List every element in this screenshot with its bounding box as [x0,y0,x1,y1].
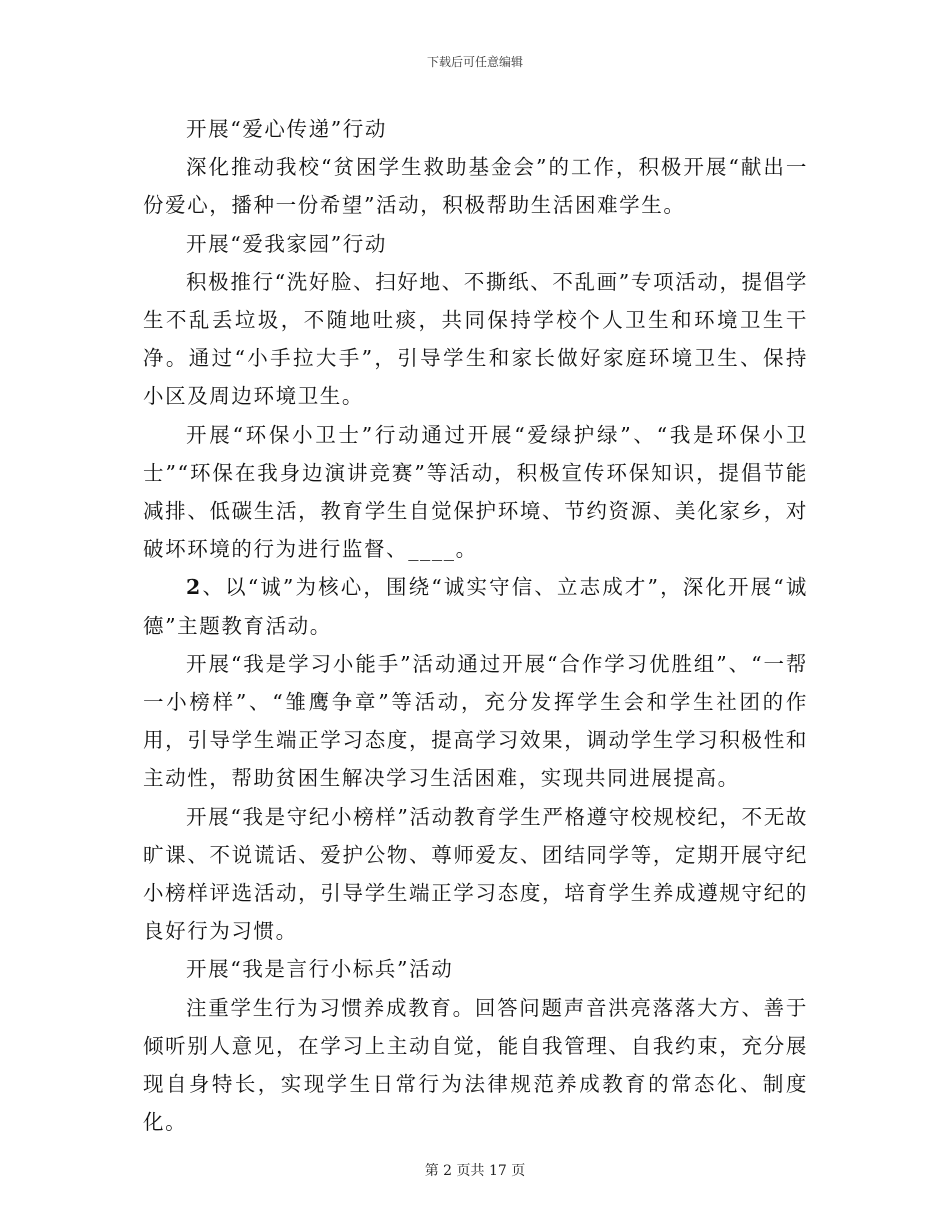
paragraph-discipline-model: 开展“我是守纪小榜样”活动教育学生严格遵守校规校纪，不无故旷课、不说谎话、爱护公物、尊师爱友、团结同学等，定期开展守纪小榜样评选活动，引导学生端正学习态度，培育学生养成遵规守纪的良好行为习惯。 [143,804,808,944]
paragraph-love-transfer-body: 深化推动我校“贫困学生救助基金会”的工作，积极开展“献出一份爱心，播种一份希望”活动，积极帮助生活困难学生。 [143,155,808,218]
page-number-footer: 第 2 页共 17 页 [424,1163,526,1179]
paragraph-behavior-body: 注重学生行为习惯养成教育。回答问题声音洪亮落落大方、善于倾听别人意见，在学习上主动自觉，能自我管理、自我约束，充分展现自身特长，实现学生日常行为法律规范养成教育的常态化、制度化。 [143,995,808,1135]
page-header-note: 下载后可任意编辑 [426,55,523,69]
paragraph-eco-guardian: 开展“环保小卫士”行动通过开展“爱绿护绿”、“我是环保小卫士”“环保在我身边演讲竞赛”等活动，积极宣传环保知识，提倡节能减排、低碳生活，教育学生自觉保护环境、节约资源、美化家乡，对破坏环境的行为进行监督、____。 [143,422,808,562]
paragraph-heading-love-transfer: 开展“爱心传递”行动 [186,117,388,141]
paragraph-learning-expert: 开展“我是学习小能手”活动通过开展“合作学习优胜组”、“一帮一小榜样”、“雏鹰争章”等活动，充分发挥学生会和学生社团的作用，引导学生端正学习态度，提高学习效果，调动学生学习积极性和主动性，帮助贫困生解决学习生活困难，实现共同进展提高。 [143,651,808,791]
section-2-text: 、以“诚”为核心，围绕“诚实守信、立志成才”，深化开展“诚德”主题教育活动。 [143,575,808,638]
paragraph-heading-love-home: 开展“爱我家园”行动 [186,231,388,256]
paragraph-love-home-body: 积极推行“洗好脸、扫好地、不撕纸、不乱画”专项活动，提倡学生不乱丢垃圾，不随地吐痰，共同保持学校个人卫生和环境卫生干净。通过“小手拉大手”，引导学生和家长做好家庭环境卫生、保持小区及周边环境卫生。 [143,269,808,409]
document-body [143,110,808,1141]
section-number: 2 [186,575,202,600]
paragraph-heading-behavior-model: 开展“我是言行小标兵”活动 [186,957,454,982]
paragraph-section-2 [143,568,808,644]
